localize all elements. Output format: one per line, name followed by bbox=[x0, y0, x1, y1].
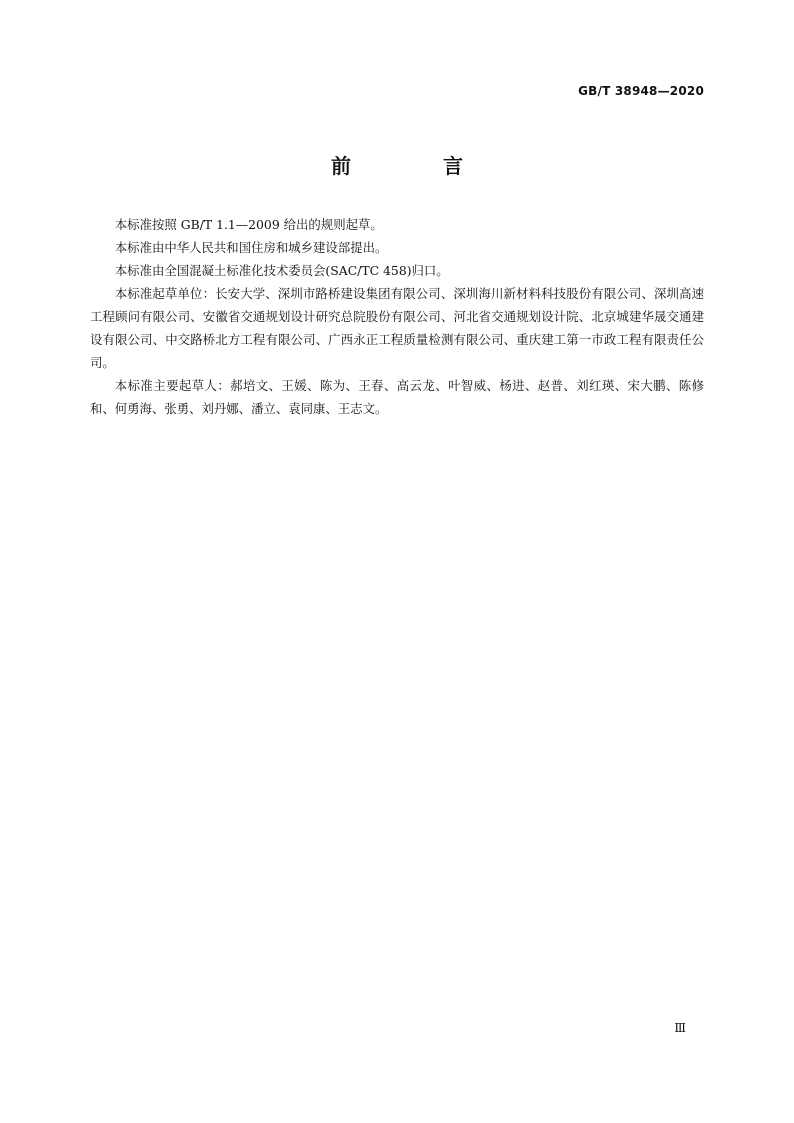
paragraph-drafters: 本标准主要起草人：郝培文、王媛、陈为、王春、高云龙、叶智威、杨进、赵普、刘红瑛、宋大鹏、陈修和、何勇海、张勇、刘丹娜、潘立、袁同康、王志文。 bbox=[90, 378, 704, 416]
paragraph-proposer: 本标准由中华人民共和国住房和城乡建设部提出。 bbox=[114, 240, 388, 255]
paragraph-drafting-units: 本标准起草单位：长安大学、深圳市路桥建设集团有限公司、深圳海川新材料科技股份有限公司、深圳高速工程顾问有限公司、安徽省交通规划设计研究总院股份有限公司、河北省交通规划设计院、北京城建华晟交通建设有限公司、中交路桥北方工程有限公司、广西永正工程质量检测有限公司、重庆建工第一市政工程有限责任公司。 bbox=[90, 286, 704, 370]
paragraph-drafting-rules: 本标准按照 GB/T 1.1—2009 给出的规则起草。 bbox=[114, 217, 383, 232]
standard-code: GB/T 38948—2020 bbox=[578, 84, 704, 98]
paragraph-committee: 本标准由全国混凝土标准化技术委员会(SAC/TC 458)归口。 bbox=[114, 263, 449, 278]
preface-body bbox=[90, 213, 704, 420]
page-number: Ⅲ bbox=[674, 1021, 686, 1035]
page-title: 前 言 bbox=[331, 154, 499, 178]
